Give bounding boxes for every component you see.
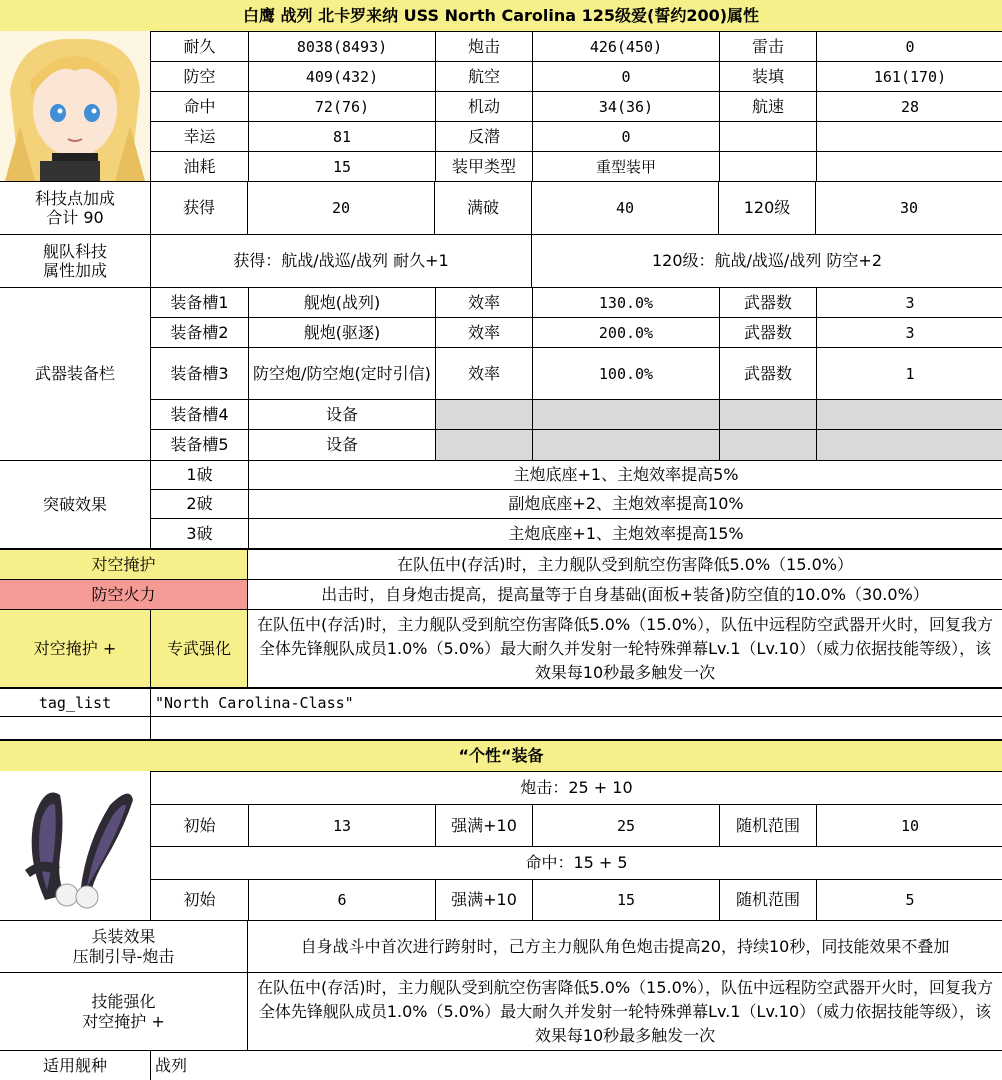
- stat-label: [719, 122, 816, 151]
- equip-hit-init-label: 初始: [183, 890, 216, 910]
- equip-fp-range-label: 随机范围: [719, 805, 816, 846]
- equip-skill-label-line1: 技能强化: [91, 992, 156, 1012]
- equip-hit-range: 5: [816, 880, 1002, 920]
- weapon-count-label: 武器数: [719, 288, 816, 317]
- weapon-slot: 装备槽3: [170, 363, 229, 383]
- equip-effect-desc: 自身战斗中首次进行跨射时，己方主力舰队角色炮击提高20，持续10秒，同技能效果不叠加: [247, 921, 1002, 972]
- stat-value: 28: [816, 92, 1002, 121]
- tech-lv120-label: 120级: [718, 182, 815, 234]
- fleet-tech-lv120: 120级：航战/战巡/战列 防空+2: [531, 235, 1002, 287]
- tech-lv120-value: 30: [815, 182, 1002, 234]
- equip-hit-enh: 15: [532, 880, 719, 920]
- stat-label: 装甲类型: [435, 152, 532, 181]
- weapon-eff-label: 效率: [435, 318, 532, 347]
- skill-aa-cover-plus-name: 对空掩护 +: [0, 610, 150, 687]
- weapon-slot: 装备槽4: [170, 404, 229, 424]
- stat-value: 34(36): [532, 92, 719, 121]
- skill-aa-cover-name: 对空掩护: [0, 550, 247, 579]
- weapon-type: 舰炮(战列): [248, 288, 435, 317]
- tech-max-value: 40: [531, 182, 718, 234]
- equip-skill-label: [0, 973, 247, 1050]
- weapon-slot-row: [150, 399, 1002, 429]
- equip-hit-title-row: [150, 846, 1002, 879]
- breakthrough-level: 3破: [186, 523, 213, 543]
- equip-effect-label-line1: 兵装效果: [91, 927, 156, 947]
- stat-label: 炮击: [435, 32, 532, 61]
- weapon-type: 设备: [248, 430, 435, 460]
- stat-label: 油耗: [183, 156, 216, 176]
- stat-label: 航速: [719, 92, 816, 121]
- tech-label-line1: 科技点加成: [34, 188, 115, 208]
- equip-firepower-row: [150, 804, 1002, 846]
- equip-hit-init: 6: [248, 880, 435, 920]
- stat-label: 命中: [183, 96, 216, 116]
- stat-row: [150, 61, 1002, 91]
- spacer-cell-2: [247, 717, 1002, 739]
- tag-list-value: "North Carolina-Class": [150, 689, 1002, 716]
- spacer-cell-1: [150, 717, 247, 739]
- tech-label: [0, 182, 150, 234]
- weapon-count: [816, 400, 1002, 429]
- equip-fp-enh: 25: [532, 805, 719, 846]
- stat-value: 15: [248, 152, 435, 181]
- page-title: 白鹰 战列 北卡罗来纳 USS North Carolina 125级爱(誓约200)属性: [242, 5, 760, 25]
- equip-fp-range: 10: [816, 805, 1002, 846]
- skill-aa-fire-name: 防空火力: [0, 580, 247, 609]
- weapon-type: 舰炮(驱逐): [248, 318, 435, 347]
- weapon-eff: [532, 430, 719, 460]
- weapon-count-label: [719, 400, 816, 429]
- skill-aa-fire-row: [0, 579, 1002, 609]
- stat-label: 防空: [183, 66, 216, 86]
- equip-hit-range-label: 随机范围: [719, 880, 816, 920]
- spacer-row: [0, 716, 1002, 739]
- equip-skill-label-line2: 对空掩护 +: [82, 1011, 165, 1031]
- stat-value: 0: [816, 32, 1002, 61]
- stat-label: 雷击: [719, 32, 816, 61]
- skill-aa-cover-row: [0, 548, 1002, 579]
- fleet-tech-label: [0, 235, 150, 287]
- ship-type-row: [0, 1050, 1002, 1080]
- breakthrough-effect: 主炮底座+1、主炮效率提高5%: [248, 461, 1002, 489]
- stat-label: 航空: [435, 62, 532, 91]
- stat-label: 机动: [435, 92, 532, 121]
- breakthrough-effect: 副炮底座+2、主炮效率提高10%: [248, 490, 1002, 518]
- weapon-slot: 装备槽2: [170, 322, 229, 342]
- equip-header: “个性“装备: [458, 746, 544, 766]
- tech-max-label: 满破: [434, 182, 531, 234]
- skill-aa-cover-desc: 在队伍中(存活)时，主力舰队受到航空伤害降低5.0%（15.0%）: [247, 550, 1002, 579]
- tech-obtain-value: 20: [247, 182, 434, 234]
- stat-row: [150, 121, 1002, 151]
- equip-firepower-title-row: [150, 771, 1002, 804]
- equip-hit-title: 命中：15 + 5: [525, 853, 628, 873]
- stat-label: [719, 152, 816, 181]
- stat-value: 8038(8493): [248, 32, 435, 61]
- equip-skill-row: [0, 972, 1002, 1050]
- stat-label: 幸运: [183, 126, 216, 146]
- breakthrough-row: [150, 518, 1002, 548]
- skill-aa-cover-plus-desc: 在队伍中(存活)时，主力舰队受到航空伤害降低5.0%（15.0%），队伍中远程防空武器开火时，回复我方全体先锋舰队成员1.0%（5.0%）最大耐久并发射一轮特殊弹幕Lv.1（Lv.10）（威力依据技能等级），该效果每10秒最多触发一次: [247, 610, 1002, 687]
- breakthrough-label: 突破效果: [42, 494, 107, 514]
- ship-type-value: 战列: [150, 1051, 1002, 1080]
- weapon-eff: 130.0%: [532, 288, 719, 317]
- skill-aa-cover-plus-row: [0, 609, 1002, 687]
- weapon-slot-row: [150, 317, 1002, 347]
- stat-label: 装填: [719, 62, 816, 91]
- weapon-count: [816, 430, 1002, 460]
- weapon-eff-label: 效率: [435, 288, 532, 317]
- equip-skill-desc: 在队伍中(存活)时，主力舰队受到航空伤害降低5.0%（15.0%），队伍中远程防空武器开火时，回复我方全体先锋舰队成员1.0%（5.0%）最大耐久并发射一轮特殊弹幕Lv.1（Lv.10）（威力依据技能等级），该效果每10秒最多触发一次: [247, 973, 1002, 1050]
- weapon-eff: [532, 400, 719, 429]
- stat-label: 反潜: [435, 122, 532, 151]
- stat-value: 重型装甲: [532, 152, 719, 181]
- weapon-eff-label: [435, 430, 532, 460]
- weapon-type: 设备: [248, 400, 435, 429]
- breakthrough-level: 2破: [186, 494, 213, 514]
- fleet-tech-label-line1: 舰队科技: [42, 241, 107, 261]
- breakthrough-level: 1破: [186, 465, 213, 485]
- equip-header-row: [0, 739, 1002, 771]
- equip-effect-label: [0, 921, 247, 972]
- equip-hit-row: [150, 879, 1002, 920]
- weapon-slot-row: [150, 287, 1002, 317]
- tech-row: [0, 181, 1002, 234]
- portrait-image: [0, 31, 150, 181]
- equip-fp-enh-label: 强满+10: [435, 805, 532, 846]
- tech-obtain-label: 获得: [150, 182, 247, 234]
- breakthrough-row: [150, 489, 1002, 518]
- equip-firepower-title: 炮击：25 + 10: [520, 778, 633, 798]
- weapon-count: 3: [816, 318, 1002, 347]
- stat-row: [150, 151, 1002, 181]
- stat-value: 426(450): [532, 32, 719, 61]
- stat-value: [816, 152, 1002, 181]
- fleet-tech-label-line2: 属性加成: [42, 261, 107, 280]
- fleet-tech-obtain: 获得：航战/战巡/战列 耐久+1: [150, 235, 531, 287]
- tech-label-line2: 合计 90: [46, 208, 104, 227]
- weapon-slot: 装备槽1: [170, 292, 229, 312]
- equip-effect-row: [0, 920, 1002, 972]
- tag-list-label: tag_list: [38, 693, 112, 712]
- bunny-ears-icon: [5, 775, 145, 915]
- weapon-count: 1: [816, 348, 1002, 399]
- weapon-type: 防空炮/防空炮(定时引信): [248, 348, 435, 399]
- breakthrough-effect: 主炮底座+1、主炮效率提高15%: [248, 519, 1002, 548]
- stat-label: 耐久: [183, 36, 216, 56]
- equip-fp-init-label: 初始: [183, 815, 216, 835]
- breakthrough-row: [150, 460, 1002, 489]
- weapon-count-label: [719, 430, 816, 460]
- equip-hit-enh-label: 强满+10: [435, 880, 532, 920]
- equip-fp-init: 13: [248, 805, 435, 846]
- stat-value: [816, 122, 1002, 151]
- equip-image: [0, 771, 150, 919]
- weapon-slot-row: [150, 429, 1002, 460]
- stat-value: 72(76): [248, 92, 435, 121]
- weapon-count: 3: [816, 288, 1002, 317]
- ship-portrait: [0, 31, 150, 181]
- weapon-eff: 200.0%: [532, 318, 719, 347]
- skill-aa-fire-desc: 出击时，自身炮击提高，提高量等于自身基础(面板+装备)防空值的10.0%（30.0%）: [247, 580, 1002, 609]
- weapon-eff-label: [435, 400, 532, 429]
- weapon-count-label: 武器数: [719, 318, 816, 347]
- fleet-tech-row: [0, 234, 1002, 287]
- stat-row: [150, 91, 1002, 121]
- ship-type-label: 适用舰种: [42, 1055, 107, 1075]
- equip-effect-label-line2: 压制引导-炮击: [72, 946, 175, 966]
- stat-value: 0: [532, 122, 719, 151]
- weapons-label: 武器装备栏: [34, 364, 115, 384]
- weapon-slot: 装备槽5: [170, 435, 229, 455]
- weapon-eff: 100.0%: [532, 348, 719, 399]
- weapon-eff-label: 效率: [435, 348, 532, 399]
- stat-value: 81: [248, 122, 435, 151]
- weapon-count-label: 武器数: [719, 348, 816, 399]
- weapon-slot-row: [150, 347, 1002, 399]
- stat-value: 161(170): [816, 62, 1002, 91]
- title-row: [0, 0, 1002, 31]
- skill-aa-cover-plus-tag: 专武强化: [150, 610, 247, 687]
- stat-value: 0: [532, 62, 719, 91]
- stat-row: [150, 31, 1002, 61]
- stat-value: 409(432): [248, 62, 435, 91]
- tag-list-row: [0, 687, 1002, 716]
